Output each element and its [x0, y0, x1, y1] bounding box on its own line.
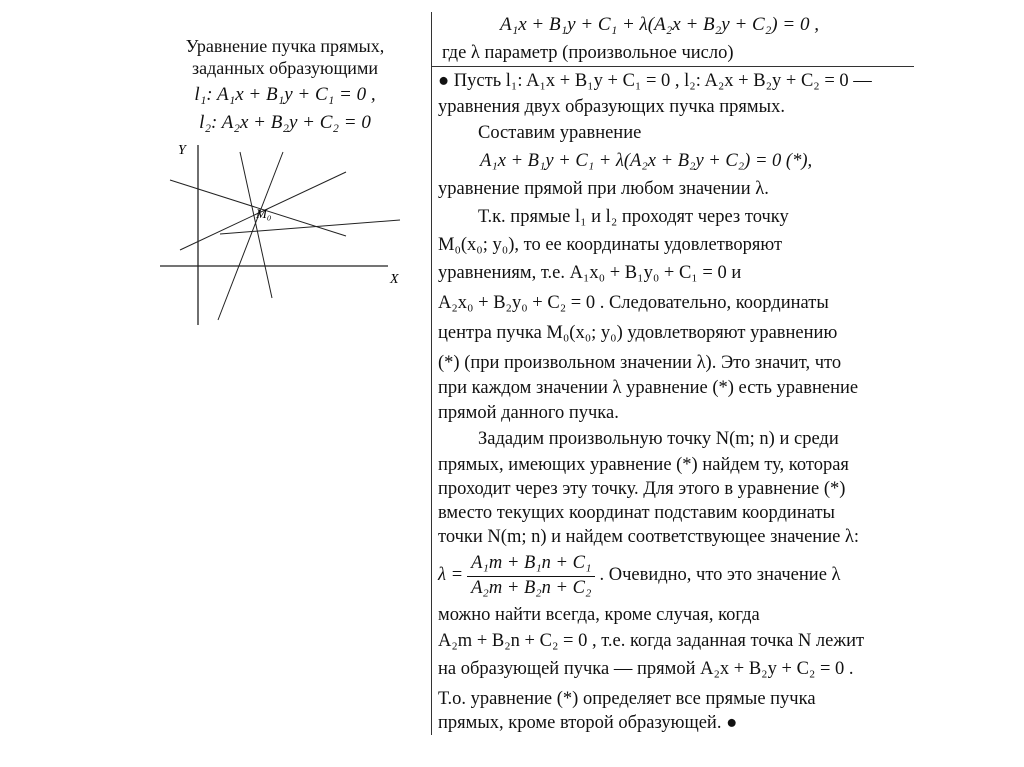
pencil-line-4	[218, 152, 283, 320]
body-line-12: при каждом значении λ уравнение (*) есть уравнение	[438, 378, 859, 398]
body-line-2: уравнения двух образующих пучка прямых.	[438, 97, 785, 117]
body2-line-5: прямых, кроме второй образующей. ●	[438, 713, 738, 733]
left-eq-l1: l₁: A₁x + B₁y + C₁ = 0 ,	[194, 84, 376, 105]
body-line-8: уравнениям, т.е. A₁x₀ + B₁y₀ + C₁ = 0 и	[438, 263, 742, 283]
point-m0-label: M₀	[256, 206, 272, 221]
left-eq-l2: l₂: A₂x + B₂y + C₂ = 0	[199, 112, 371, 133]
x-axis-label: X	[390, 272, 399, 287]
left-title-line2: заданных образующими	[192, 58, 378, 78]
body-line-6: Т.к. прямые l₁ и l₂ проходят через точку	[478, 207, 789, 227]
pencil-of-lines-graph	[150, 140, 420, 330]
column-divider	[431, 12, 432, 735]
lambda-lhs: λ =	[438, 565, 464, 586]
lambda-numerator: A₁m + B₁n + C₁	[467, 552, 595, 577]
body-line-4: A₁x + B₁y + C₁ + λ(A₂x + B₂y + C₂) = 0 (*),	[480, 151, 813, 171]
body-line-10: центра пучка M₀(x₀; y₀) удовлетворяют уравнению	[438, 323, 838, 343]
left-title-line1: Уравнение пучка прямых,	[185, 36, 385, 56]
lambda-rest: . Очевидно, что это значение λ	[599, 565, 841, 586]
body-line-9: A₂x₀ + B₂y₀ + C₂ = 0 . Следовательно, координаты	[438, 293, 829, 313]
body2-line-3: на образующей пучка — прямой A₂x + B₂y + C₂ = 0 .	[438, 659, 854, 679]
body-line-18: точки N(m; n) и найдем соответствующее значение λ:	[438, 527, 860, 547]
row-divider-top	[432, 66, 914, 67]
lambda-denominator: A₂m + B₂n + C₂	[471, 577, 592, 598]
body-line-7: M₀(x₀; y₀), то ее координаты удовлетворяют	[438, 235, 783, 255]
lambda-fraction	[467, 552, 595, 600]
lambda-formula	[438, 552, 841, 600]
body-line-1: ● Пусть l₁: A₁x + B₁y + C₁ = 0 , l₂: A₂x + B₂y + C₂ = 0 —	[438, 71, 872, 91]
body-line-5: уравнение прямой при любом значении λ.	[438, 179, 769, 199]
body-line-14: Зададим произвольную точку N(m; n) и среди	[478, 429, 839, 449]
pencil-line-3	[240, 152, 272, 298]
body-line-13: прямой данного пучка.	[438, 403, 619, 423]
pencil-line-5	[220, 220, 400, 234]
body2-line-2: A₂m + B₂n + C₂ = 0 , т.е. когда заданная точка N лежит	[438, 631, 865, 651]
body-line-11: (*) (при произвольном значении λ). Это значит, что	[438, 353, 842, 373]
body-line-3: Составим уравнение	[478, 123, 642, 143]
top-equation: A₁x + B₁y + C₁ + λ(A₂x + B₂y + C₂) = 0 ,	[500, 14, 819, 35]
y-axis-label: Y	[178, 143, 186, 158]
body-line-17: вместо текущих координат подставим координаты	[438, 503, 835, 523]
body-line-15: прямых, имеющих уравнение (*) найдем ту, которая	[438, 455, 849, 475]
body2-line-1: можно найти всегда, кроме случая, когда	[438, 605, 760, 625]
body-line-16: проходит через эту точку. Для этого в уравнение (*)	[438, 479, 846, 499]
body2-line-4: Т.о. уравнение (*) определяет все прямые пучка	[438, 689, 816, 709]
top-note: где λ параметр (произвольное число)	[442, 43, 734, 63]
